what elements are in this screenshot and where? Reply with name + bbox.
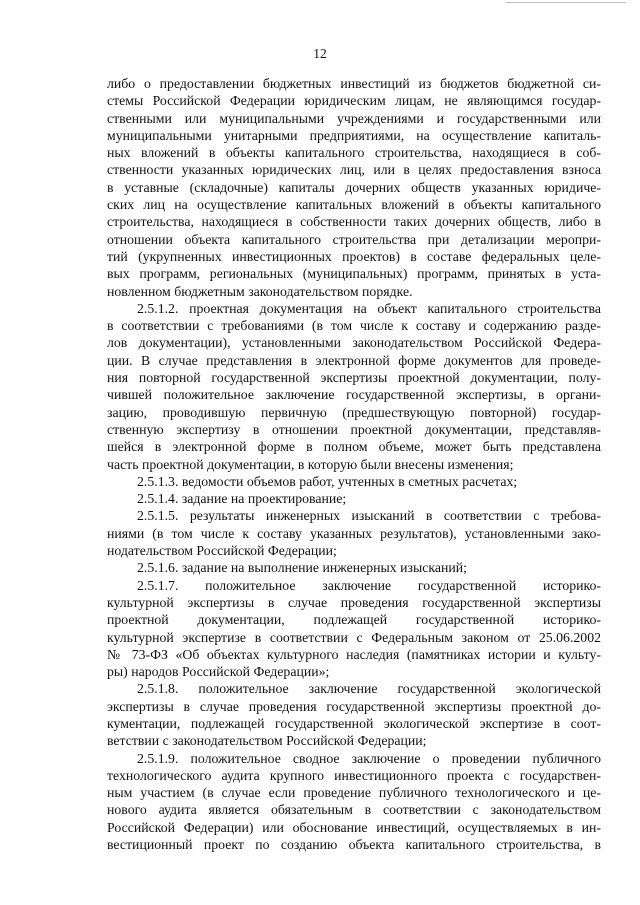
text-line: зацию, проводившую первичную (предшествующую повторной) государ-	[107, 404, 601, 420]
text-line: ным участием (в случае если проведение публичного технологического и це-	[107, 785, 601, 801]
text-line: ственности указанных юридических лиц, или в целях предоставления взноса	[107, 162, 601, 178]
text-line: строительства, находящиеся в собственности таких дочерних обществ, либо в	[107, 214, 601, 230]
text-line: стемы Российской Федерации юридическим лицам, не являющимся государ-	[107, 93, 601, 109]
text-line: отношении объекта капитального строительства при детализации меропри-	[107, 231, 601, 247]
text-line: лов документации), установленными законодательством Российской Федера-	[107, 335, 601, 351]
text-line: нового аудита является обязательным в соответствии с законодательством	[107, 802, 601, 818]
text-line: вых программ, региональных (муниципальных) программ, принятых в уста-	[107, 266, 601, 282]
text-line: вестиционный проект по созданию объекта капитального строительства, в	[107, 837, 601, 853]
text-line: ния повторной государственной экспертизы проектной документации, полу-	[107, 370, 601, 386]
text-line: экспертизы в случае проведения государственной экспертизы проектной до-	[107, 698, 601, 714]
text-line: 2.5.1.9. положительное сводное заключение о проведении публичного	[137, 750, 601, 766]
text-line: ственными или муниципальными учреждениями и государственными или	[107, 110, 601, 126]
text-line: в соответствии с требованиями (в том числе к составу и содержанию разде-	[107, 318, 601, 334]
text-line: 2.5.1.7. положительное заключение государственной историко-	[137, 577, 601, 593]
text-line: часть проектной документации, в которую были внесены изменения;	[107, 456, 514, 472]
text-line: ниями (в том числе к составу указанных результатов), установленными зако-	[107, 525, 601, 541]
scan-edge-mark	[506, 2, 626, 3]
text-line: 2.5.1.2. проектная документация на объект капитального строительства	[137, 300, 601, 316]
text-line: технологического аудита крупного инвестиционного проекта с государствен-	[107, 767, 601, 783]
page-number: 12	[313, 46, 327, 61]
text-line: 2.5.1.4. задание на проектирование;	[137, 491, 347, 507]
text-line: ных вложений в объекты капитального строительства, находящиеся в соб-	[107, 145, 601, 161]
text-line: 2.5.1.8. положительное заключение государственной экологической	[137, 681, 601, 697]
text-line: культурной экспертизы в случае проведения государственной экспертизы	[107, 594, 601, 610]
text-line: 2.5.1.3. ведомости объемов работ, учтенных в сметных расчетах;	[137, 473, 518, 489]
text-line: культурной экспертизе в соответствии с Федеральным законом от 25.06.2002	[107, 629, 601, 645]
text-line: муниципальными унитарными предприятиями, на осуществление капиталь-	[107, 127, 601, 143]
text-line: новленном бюджетным законодательством порядке.	[107, 283, 413, 299]
text-line: 2.5.1.6. задание на выполнение инженерных изысканий;	[137, 560, 467, 576]
text-line: шейся в электронной форме в полном объеме, может быть представлена	[107, 439, 601, 455]
text-line: Российской Федерации) или обоснование инвестиций, осуществляемых в ин-	[107, 819, 601, 835]
text-line: либо о предоставлении бюджетных инвестиций из бюджетов бюджетной си-	[107, 76, 601, 91]
text-line: № 73-ФЗ «Об объектах культурного наследия (памятниках истории и культу-	[107, 646, 601, 662]
text-line: в уставные (складочные) капиталы дочерних обществ указанных юридиче-	[107, 179, 601, 195]
text-line: ветствии с законодательством Российской Федерации;	[107, 733, 427, 749]
text-line: 2.5.1.5. результаты инженерных изысканий в соответствии с требова-	[137, 508, 601, 524]
document-body	[107, 75, 601, 853]
text-line: нодательством Российской Федерации;	[107, 543, 337, 559]
text-line: ственную экспертизу в отношении проектной документации, представляв-	[107, 421, 601, 437]
text-line: ции. В случае представления в электронной форме документов для проведе-	[107, 352, 601, 368]
text-line: ры) народов Российской Федерации»;	[107, 664, 330, 680]
text-line: чившей положительное заключение государственной экспертизы, в органи-	[107, 387, 601, 403]
text-line: ских лиц на осуществление капитальных вложений в объекты капитального	[107, 197, 601, 213]
text-line: тий (укрупненных инвестиционных проектов) в составе федеральных целе-	[107, 248, 601, 264]
text-line: проектной документации, подлежащей государственной историко-	[107, 612, 601, 628]
text-line: кументации, подлежащей государственной экологической экспертизе в соот-	[107, 715, 601, 731]
